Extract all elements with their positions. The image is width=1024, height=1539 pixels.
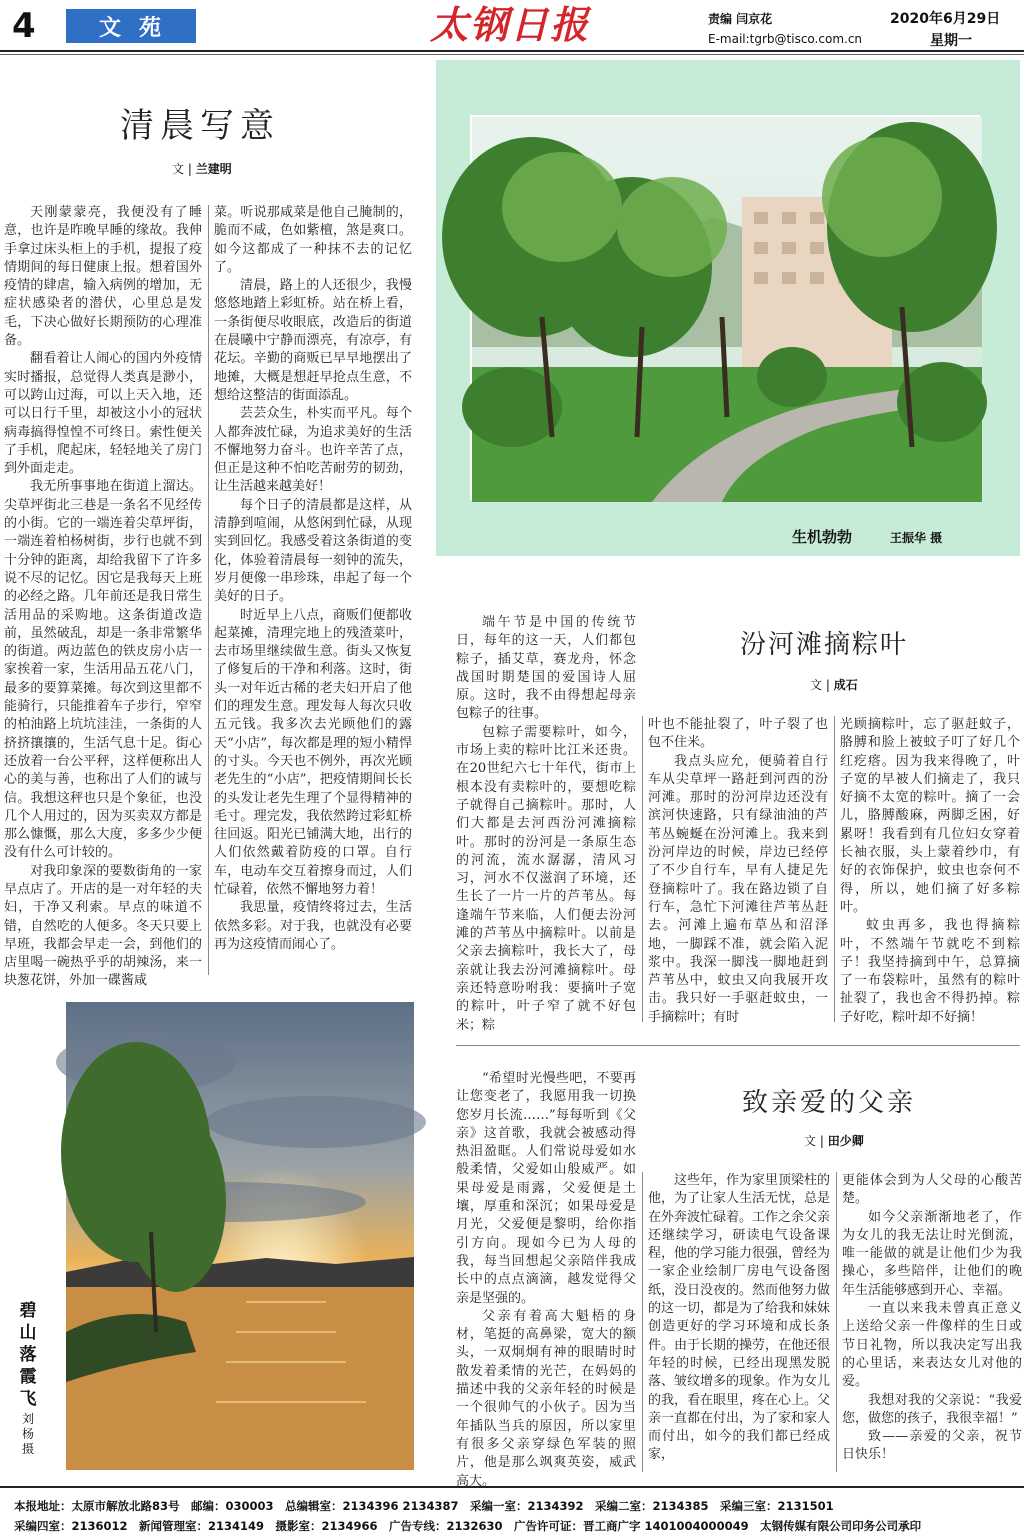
article1-author: 兰建明: [195, 162, 232, 176]
article1-column-1: [4, 204, 202, 989]
park-photo: [470, 115, 980, 500]
article3-byline: 文 | 田少卿: [804, 1134, 864, 1148]
column-divider: [208, 205, 209, 975]
photo2-credit: 刘杨摄: [21, 1412, 34, 1456]
photo2-caption: 碧山落霞飞: [19, 1301, 37, 1409]
page-number: 4: [12, 6, 36, 46]
section-label: 文苑: [66, 9, 196, 43]
footer-line-1: 本报地址：太原市解放北路83号 邮编：030003 总编辑室：2134396 2134387 采编一室：2134392 采编二室：2134385 采编三室：2131501: [14, 1499, 834, 1513]
column-divider: [642, 716, 643, 1022]
article1-byline: 文 | 兰建明: [172, 162, 232, 176]
paragraph: 菜。听说那咸菜是他自己腌制的，脆而不咸，色如紫檀，煞是爽口。如今这都成了一种抹不去的记忆了。: [214, 205, 412, 275]
article2-column-1: [456, 614, 636, 1033]
paragraph: 父亲有着高大魁梧的身材，笔挺的高鼻梁，宽大的额头，一双炯炯有神的眼睛时时散发着柔情的光芒，在妈妈的描述中我的父亲年轻的时候是一个很帅气的小伙子。因为当年插队当兵的原因，所以家里有很多父亲穿绿色军装的照片，他是那么飒爽英姿，威武高大。: [456, 1308, 636, 1489]
byline-prefix: 文: [804, 1134, 817, 1148]
column-divider: [836, 1172, 837, 1472]
article3-column-2: [648, 1172, 830, 1476]
paragraph: 致——亲爱的父亲，祝节日快乐！: [842, 1429, 1022, 1463]
paragraph: 每个日子的清晨都是这样，从清静到喧闹，从悠闲到忙碌，从现实到回忆。我感受着这条街道的变化，体验着清晨每一刻钟的流失，岁月便像一串珍珠，串起了每一个美好的日子。: [214, 497, 412, 605]
paragraph: 时近早上八点，商贩们便都收起菜摊，清理完地上的残渣菜叶，去市场里继续做生意。街头又恢复了修复后的干净和利落。这时，街头一对年近古稀的老夫妇开启了他们的理发生意。理发每人每次只收五元钱。我多次去光顾他们的露天“小店”，每次都是理的短小精悍的寸头。今天也不例外，再次光顾老先生的“小店”，把疫情期间长长的头发让老先生理了个显得精神的毛寸。理完发，我依然跨过彩虹桥往回返。阳光已铺满大地，出行的人们依然戴着防疫的口罩。自行车，电动车交互着擦身而过，人们忙碌着，依然不懈地努力着！: [214, 607, 412, 897]
paragraph: 叶也不能扯裂了，叶子裂了也包不住米。: [648, 717, 828, 751]
paragraph: 清晨，路上的人还很少，我慢悠悠地踏上彩虹桥。站在桥上看，一条街便尽收眼底，改造后的街道在晨曦中宁静而漂亮，有凉亭，有花坛。辛勤的商贩已早早地摆出了地摊，大概是想赶早抢点生意，不想给这整洁的街面添乱。: [214, 278, 412, 403]
paragraph: 端午节是中国的传统节日，每年的这一天，人们都包粽子，插艾草，赛龙舟，怀念战国时期楚国的爱国诗人屈原。这时，我不由得想起母亲包粽子的往事。: [456, 615, 636, 722]
issue-weekday: 星期一: [930, 33, 972, 49]
article2-author: 成石: [833, 678, 858, 692]
issue-date: 2020年6月29日: [890, 11, 1001, 27]
paragraph: 对我印象深的要数街角的一家早点店了。开店的是一对年轻的夫妇，干净又利索。早点的味道不错，自然吃的人便多。冬天只要上早班，我都会早走一会，到他们的店里喝一碗热乎乎的胡辣汤，来一块葱花饼，外加一碟酱咸: [4, 863, 202, 989]
paragraph: 一直以来我未曾真正意义上送给父亲一件像样的生日或节日礼物，所以我决定写出我的心里话，来表达女儿对他的爱。: [842, 1301, 1022, 1390]
section-divider: [456, 1045, 1020, 1046]
article1-title: 清晨写意: [120, 106, 280, 146]
article2-column-3: [840, 716, 1020, 1024]
paragraph: 如今父亲渐渐地老了，作为女儿的我无法让时光倒流，唯一能做的就是让他们少为我操心，多些陪伴，让他们的晚年生活能够感到开心、幸福。: [842, 1209, 1022, 1298]
paragraph: 光顾摘粽叶，忘了驱赶蚊子，胳膊和脸上被蚊子叮了好几个红疙瘩。因为我来得晚了，叶子宽的早被人们摘走了，我只好摘不太宽的粽叶。摘了一会儿，胳膊酸麻，两脚乏困，好累呀！我看到有几位妇女穿着长袖衣服，头上蒙着纱巾，有好的衣饰保护，蚊虫也奈何不得，所以，她们摘了好多粽叶。: [840, 717, 1020, 915]
paragraph: 我思量，疫情终将过去，生活依然多彩。对于我，也就没有必要再为这疫情而闹心了。: [214, 900, 412, 952]
article2-title: 汾河滩摘粽叶: [740, 630, 909, 660]
paragraph: 翻看着让人闹心的国内外疫情实时播报，总觉得人类真是渺小，可以跨山过海，可以上天入地，还可以日行千里，却被这小小的冠状病毒搞得惶惶不可终日。索性便关了手机，爬起床，轻轻地关了房门到外面走走。: [4, 351, 202, 477]
paragraph: “希望时光慢些吧，不要再让您变老了，我愿用我一切换您岁月长流……”每每听到《父亲》这首歌，我就会被感动得热泪盈眶。人们常说母爱如水般柔情，父爱如山般威严。如果母爱是雨露，父爱便是土壤，厚重和深沉；如果母爱是月光，父爱便是黎明，给你指引方向。现如今已为人母的我，每当回想起父亲陪伴我成长中的点点滴滴，越发觉得父亲是坚强的。: [456, 1071, 636, 1306]
editor-credit: 责编 闫京花: [708, 12, 773, 26]
paragraph: 更能体会到为人父母的心酸苦楚。: [842, 1173, 1022, 1207]
footer: [0, 1486, 1024, 1539]
article2-byline: 文 | 成石: [810, 678, 858, 692]
paragraph: 包粽子需要粽叶，如今，市场上卖的粽叶比江米还贵。在20世纪六七十年代，街市上根本没有卖粽叶的，要想吃粽子就得自己摘粽叶。那时，人们大都是去河西汾河滩摘粽叶。那时的汾河是一条原生态的河流，流水潺潺，清风习习，河水不仅滋润了环境，还生长了一片一片的芦苇丛。每逢端午节来临，人们便去汾河滩的芦苇丛中摘粽叶。以前是父亲去摘粽叶，我长大了，母亲就让我去汾河滩摘粽叶。母亲还特意吩咐我：要摘叶子宽的粽叶，叶子窄了就不好包米；粽: [456, 724, 636, 1033]
byline-prefix: 文: [810, 678, 823, 692]
photo1-caption: 生机勃勃: [792, 528, 853, 546]
article3-column-1: [456, 1070, 636, 1489]
sunset-photo: [66, 1002, 414, 1470]
paragraph: 我想对我的父亲说：“我爱您，做您的孩子，我很幸福！”: [842, 1392, 1022, 1426]
article3-author: 田少卿: [827, 1134, 864, 1148]
paragraph: 芸芸众生，朴实而平凡。每个人都奔波忙碌，为追求美好的生活不懈地努力奋斗。也许辛苦了点，但正是这种不怕吃苦耐劳的韧劲，让生活越来越美好！: [214, 406, 412, 495]
article1-column-2: [214, 204, 412, 978]
paragraph: 我无所事事地在街道上溜达。尖草坪街北三巷是一条名不见经传的小街。它的一端连着尖草坪街，一端连着柏杨树街，步行也就不到十分钟的距离，却给我留下了许多说不尽的记忆。因它是我每天上班的必经之路。几年前还是我日常生活用品的采购地。这条街道改造前，虽然破乱，却是一条非常繁华的街道。两边蓝色的铁皮房小店一家挨着一家，生活用品五花八门，最多的要算菜摊。每次到这里都不能骑行，只能推着车子步行，窄窄的柏油路上坑坑洼洼，一条街的人挤挤攘攘的，生活气息十足。街心还放着一台公平秤，这样便称出人心的美与善，也称出了人们的诚与信。我想这秤也只是个象征，也没几个人用过的，因为买卖双方都是那么慷慨，那么大度，多多少少便没有什么可计较的。: [4, 479, 202, 861]
park-scene-image: [472, 117, 982, 502]
photo1-credit: 王振华 摄: [890, 531, 943, 545]
header-rule: [0, 50, 1024, 52]
editor-email: E-mail:tgrb@tisco.com.cn: [708, 32, 863, 46]
paragraph: 天刚蒙蒙亮，我便没有了睡意，也许是昨晚早睡的缘故。我伸手拿过床头柜上的手机，提报了疫情期间的每日健康上报。想着国外疫情的肆虐，输入病例的增加，无症状感染者的潜伏，心里总是发毛，下决心做好长期预防的心理准备。: [4, 205, 202, 349]
paragraph: 蚊虫再多，我也得摘粽叶，不然端午节就吃不到粽子！我坚持摘到中午，总算摘了一布袋粽叶，虽然有的粽叶扯裂了，我也舍不得扔掉。粽子好吃，粽叶却不好摘！: [840, 918, 1020, 1025]
sunset-lake-image: [66, 1002, 414, 1470]
article3-title: 致亲爱的父亲: [742, 1088, 917, 1118]
byline-prefix: 文: [172, 162, 185, 176]
header-rule-thin: [0, 54, 1024, 55]
footer-line-2: 采编四室：2136012 新闻管理室：2134149 摄影室：2134966 广告专线：2132630 广告许可证：晋工商广字 1401004000049 太钢传媒有限公司印务公司承印: [14, 1519, 922, 1533]
paragraph: 这些年，作为家里顶梁柱的他，为了让家人生活无忧，总是在外奔波忙碌着。工作之余父亲还继续学习，研读电气设备课程，他的学习能力很强，曾经为一家企业绘制厂房电气设备图纸，没日没夜的。然而他努力做的这一切，都是为了给我和妹妹创造更好的学习环境和成长条件。由于长期的操劳，在他还很年轻的时候，已经出现黑发脱落、皱纹增多的现象。作为女儿的我，看在眼里，疼在心上。父亲一直都在付出，为了家和家人而付出，如今的我们都已经成家，: [648, 1173, 831, 1463]
column-divider: [834, 716, 835, 1022]
column-divider: [642, 1172, 643, 1472]
article2-column-2: [648, 716, 828, 1024]
paragraph: 我点头应允，便骑着自行车从尖草坪一路赶到河西的汾河滩。那时的汾河岸边还没有滨河快速路，只有绿油油的芦苇丛蜿蜒在汾河滩上。我来到汾河岸边的时候，岸边已经停了不少自行车，早有人捷足先登摘粽叶了。我在路边锁了自行车，急忙下河滩往芦苇丛赶去。河滩上遍布草丛和沼泽地，一脚踩不准，就会陷入泥浆中。我深一脚浅一脚地赶到芦苇丛中，蚊虫又向我展开攻击。我只好一手驱赶蚊虫，一手摘粽叶；有时: [648, 753, 828, 1025]
newspaper-masthead: 太钢日报: [430, 2, 591, 47]
article3-column-3: [842, 1172, 1022, 1476]
